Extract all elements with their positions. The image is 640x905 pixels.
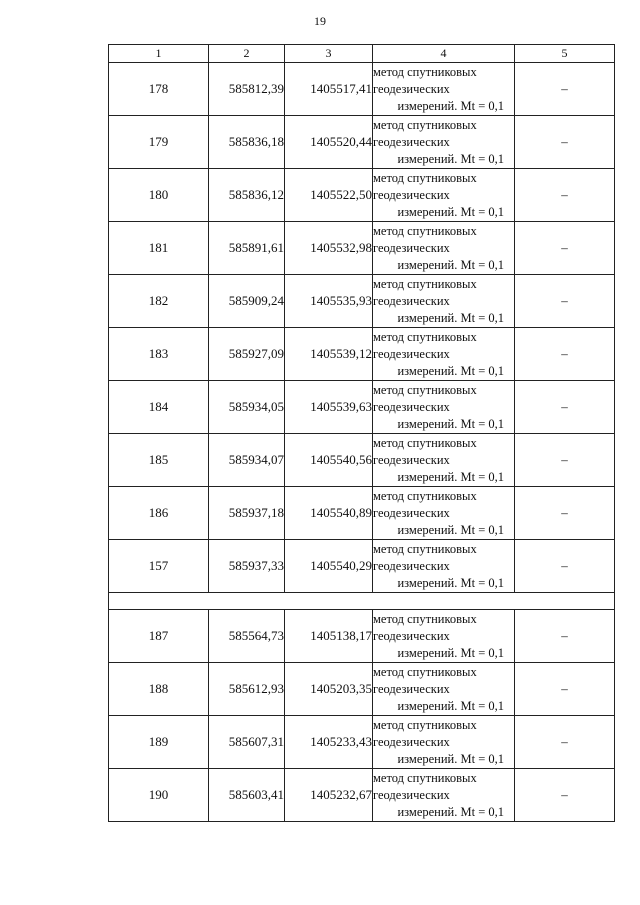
table-row — [109, 540, 615, 593]
coordinate-y: 1405203,35 — [285, 663, 373, 716]
method-line: геодезических — [373, 399, 450, 414]
method-description — [373, 610, 515, 663]
method-line: метод спутниковых — [373, 382, 477, 397]
method-line: геодезических — [373, 628, 450, 643]
coordinate-x: 585934,07 — [209, 434, 285, 487]
column-header-2: 2 — [209, 45, 285, 63]
method-line: измерений. Mt = 0,1 — [397, 575, 504, 590]
method-description — [373, 63, 515, 116]
coordinate-x: 585836,12 — [209, 169, 285, 222]
method-line: метод спутниковых — [373, 664, 477, 679]
method-line: геодезических — [373, 787, 450, 802]
empty-value-dash: – — [515, 63, 615, 116]
method-description — [373, 222, 515, 275]
coordinate-y: 1405540,29 — [285, 540, 373, 593]
method-description — [373, 169, 515, 222]
coordinate-y: 1405540,56 — [285, 434, 373, 487]
method-line: метод спутниковых — [373, 64, 477, 79]
coordinate-y: 1405520,44 — [285, 116, 373, 169]
coordinate-x: 585836,18 — [209, 116, 285, 169]
section-separator — [109, 593, 615, 610]
point-number: 178 — [109, 63, 209, 116]
empty-value-dash: – — [515, 434, 615, 487]
method-line: метод спутниковых — [373, 611, 477, 626]
method-description — [373, 328, 515, 381]
table-row — [109, 610, 615, 663]
method-line: измерений. Mt = 0,1 — [397, 363, 504, 378]
coordinate-y: 1405539,63 — [285, 381, 373, 434]
table-body — [109, 63, 615, 822]
empty-value-dash: – — [515, 328, 615, 381]
method-line: геодезических — [373, 346, 450, 361]
point-number: 180 — [109, 169, 209, 222]
table-row — [109, 275, 615, 328]
method-line: геодезических — [373, 187, 450, 202]
method-description — [373, 663, 515, 716]
empty-value-dash: – — [515, 169, 615, 222]
method-line: измерений. Mt = 0,1 — [397, 416, 504, 431]
empty-value-dash: – — [515, 116, 615, 169]
point-number: 189 — [109, 716, 209, 769]
coordinate-x: 585607,31 — [209, 716, 285, 769]
method-line: геодезических — [373, 240, 450, 255]
empty-value-dash: – — [515, 222, 615, 275]
table-row — [109, 63, 615, 116]
method-description — [373, 275, 515, 328]
method-line: измерений. Mt = 0,1 — [397, 151, 504, 166]
method-line: метод спутниковых — [373, 541, 477, 556]
column-header-5: 5 — [515, 45, 615, 63]
coordinate-y: 1405539,12 — [285, 328, 373, 381]
method-line: метод спутниковых — [373, 223, 477, 238]
method-line: геодезических — [373, 558, 450, 573]
point-number: 183 — [109, 328, 209, 381]
column-header-1: 1 — [109, 45, 209, 63]
table-row — [109, 716, 615, 769]
method-line: геодезических — [373, 452, 450, 467]
coordinate-x: 585937,33 — [209, 540, 285, 593]
column-header-3: 3 — [285, 45, 373, 63]
point-number: 182 — [109, 275, 209, 328]
method-line: геодезических — [373, 293, 450, 308]
method-line: измерений. Mt = 0,1 — [397, 645, 504, 660]
point-number: 190 — [109, 769, 209, 822]
coordinate-x: 585564,73 — [209, 610, 285, 663]
point-number: 185 — [109, 434, 209, 487]
method-line: метод спутниковых — [373, 717, 477, 732]
coordinate-y: 1405535,93 — [285, 275, 373, 328]
point-number: 188 — [109, 663, 209, 716]
point-number: 187 — [109, 610, 209, 663]
point-number: 184 — [109, 381, 209, 434]
coordinate-y: 1405232,67 — [285, 769, 373, 822]
method-line: измерений. Mt = 0,1 — [397, 98, 504, 113]
coordinate-x: 585612,93 — [209, 663, 285, 716]
empty-value-dash: – — [515, 540, 615, 593]
point-number: 157 — [109, 540, 209, 593]
method-line: измерений. Mt = 0,1 — [397, 469, 504, 484]
method-description — [373, 434, 515, 487]
page-number: 19 — [314, 14, 326, 28]
coordinate-y: 1405532,98 — [285, 222, 373, 275]
coordinate-x: 585812,39 — [209, 63, 285, 116]
table-row — [109, 663, 615, 716]
header-row — [109, 45, 615, 63]
method-description — [373, 116, 515, 169]
empty-value-dash: – — [515, 275, 615, 328]
empty-value-dash: – — [515, 769, 615, 822]
method-description — [373, 487, 515, 540]
table-row — [109, 116, 615, 169]
coordinate-y: 1405233,43 — [285, 716, 373, 769]
method-line: метод спутниковых — [373, 329, 477, 344]
coordinate-y: 1405540,89 — [285, 487, 373, 540]
method-line: геодезических — [373, 81, 450, 96]
table-row — [109, 487, 615, 540]
method-line: метод спутниковых — [373, 770, 477, 785]
empty-value-dash: – — [515, 716, 615, 769]
section-separator-row — [109, 593, 615, 610]
coordinate-y: 1405522,50 — [285, 169, 373, 222]
table-row — [109, 222, 615, 275]
empty-value-dash: – — [515, 610, 615, 663]
method-line: геодезических — [373, 505, 450, 520]
method-line: метод спутниковых — [373, 435, 477, 450]
method-line: метод спутниковых — [373, 170, 477, 185]
method-description — [373, 716, 515, 769]
coordinate-y: 1405138,17 — [285, 610, 373, 663]
coordinate-x: 585934,05 — [209, 381, 285, 434]
method-line: метод спутниковых — [373, 488, 477, 503]
method-description — [373, 540, 515, 593]
table-row — [109, 169, 615, 222]
method-line: геодезических — [373, 134, 450, 149]
empty-value-dash: – — [515, 487, 615, 540]
method-line: геодезических — [373, 734, 450, 749]
coordinate-x: 585909,24 — [209, 275, 285, 328]
coordinate-x: 585603,41 — [209, 769, 285, 822]
method-line: метод спутниковых — [373, 117, 477, 132]
table-row — [109, 328, 615, 381]
point-number: 179 — [109, 116, 209, 169]
coordinate-x: 585927,09 — [209, 328, 285, 381]
coordinate-x: 585937,18 — [209, 487, 285, 540]
table-row — [109, 769, 615, 822]
empty-value-dash: – — [515, 381, 615, 434]
empty-value-dash: – — [515, 663, 615, 716]
method-line: измерений. Mt = 0,1 — [397, 310, 504, 325]
coordinates-table — [108, 44, 615, 822]
method-description — [373, 769, 515, 822]
method-line: измерений. Mt = 0,1 — [397, 804, 504, 819]
method-description — [373, 381, 515, 434]
method-line: измерений. Mt = 0,1 — [397, 698, 504, 713]
column-header-4: 4 — [373, 45, 515, 63]
point-number: 186 — [109, 487, 209, 540]
method-line: измерений. Mt = 0,1 — [397, 751, 504, 766]
coordinate-x: 585891,61 — [209, 222, 285, 275]
method-line: измерений. Mt = 0,1 — [397, 522, 504, 537]
point-number: 181 — [109, 222, 209, 275]
method-line: геодезических — [373, 681, 450, 696]
coordinate-y: 1405517,41 — [285, 63, 373, 116]
method-line: метод спутниковых — [373, 276, 477, 291]
table-row — [109, 434, 615, 487]
method-line: измерений. Mt = 0,1 — [397, 257, 504, 272]
method-line: измерений. Mt = 0,1 — [397, 204, 504, 219]
table-row — [109, 381, 615, 434]
